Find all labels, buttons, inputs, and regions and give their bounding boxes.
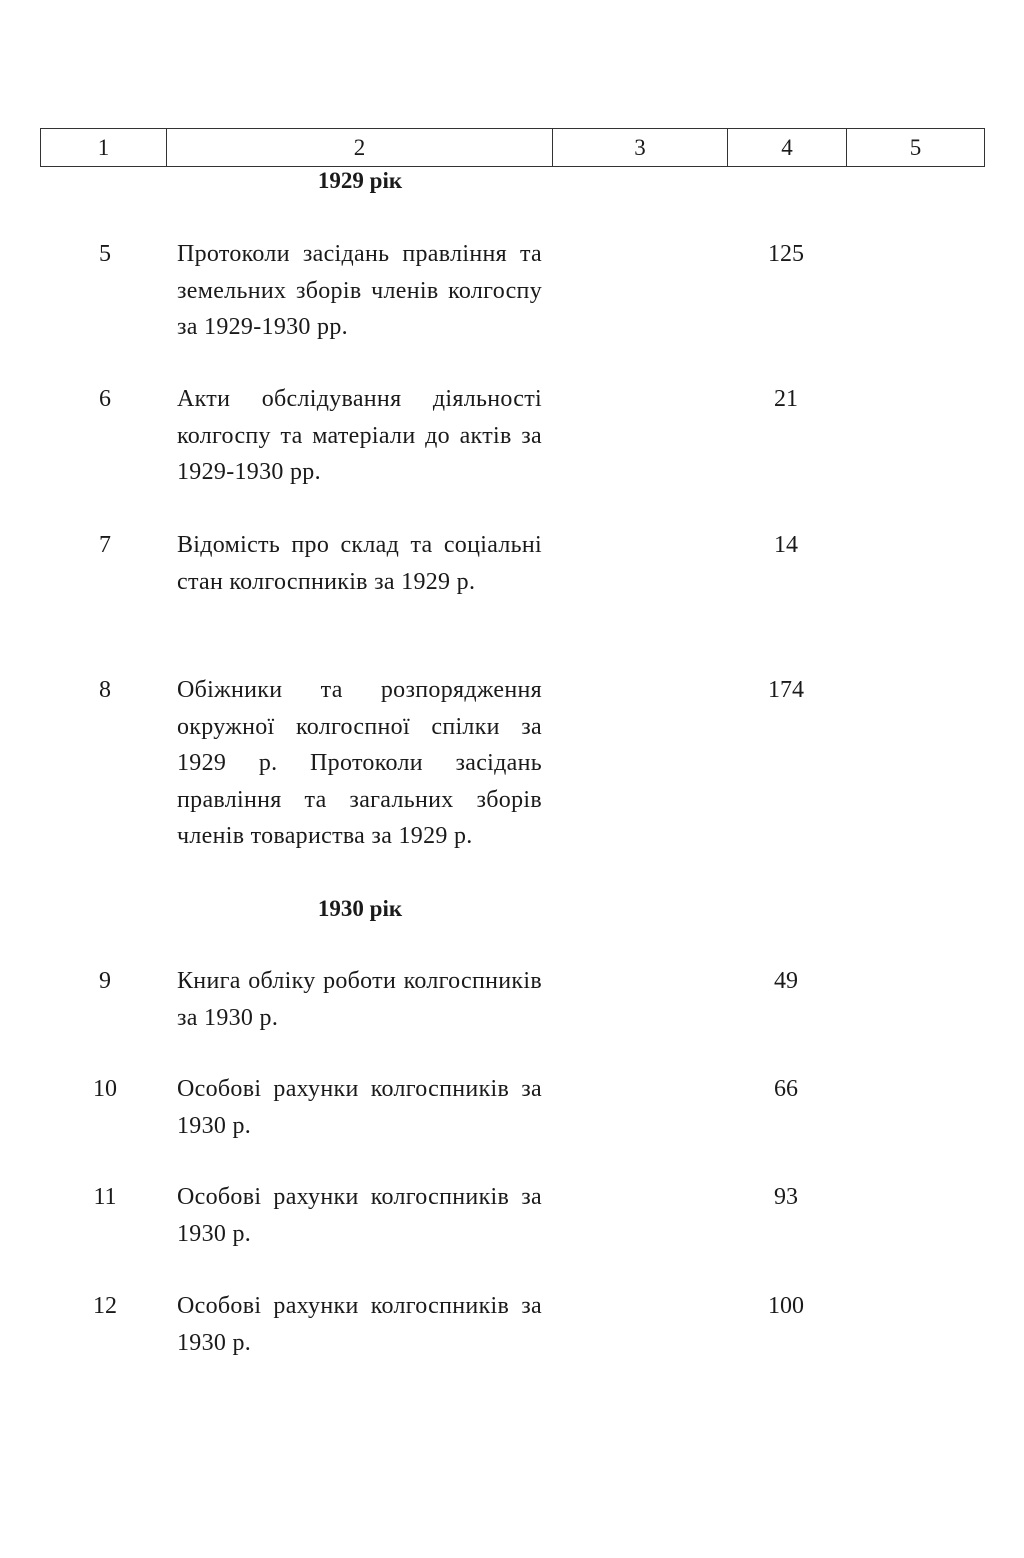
entry-sheet-count: 49 [774,968,798,994]
column-header-4: 4 [728,129,847,167]
entry-number: 6 [99,386,111,412]
column-header-1: 1 [41,129,167,167]
column-header-5: 5 [847,129,985,167]
entry-number: 8 [99,677,111,703]
year-heading-1929: 1929 рік [317,168,403,193]
entry-number: 11 [93,1184,117,1210]
entry-title: Акти обслідування діяльності колгоспу та матеріали до актів за 1929-1930 рр. [177,386,542,485]
entry-sheet-count: 66 [774,1076,798,1102]
entry-sheet-count: 21 [774,386,798,412]
entry-title: Особові рахунки колгоспників за 1930 р. [177,1293,542,1356]
entry-title: Обіжники та розпорядження окружної колгоспної спілки за 1929 р. Протоколи засідань правління та загальних зборів членів товариства за 1929 р. [177,677,542,849]
column-header-table [40,128,985,167]
entry-sheet-count: 174 [768,677,804,703]
entry-number: 5 [99,241,111,267]
column-header-3: 3 [553,129,728,167]
entry-number: 12 [93,1293,117,1319]
entry-sheet-count: 100 [768,1293,804,1319]
column-header-2: 2 [167,129,553,167]
entry-sheet-count: 93 [774,1184,798,1210]
entry-number: 9 [99,968,111,994]
entry-title: Особові рахунки колгоспників за 1930 р. [177,1076,542,1139]
entry-sheet-count: 14 [774,532,798,558]
entry-title: Відомість про склад та соціальні стан колгоспників за 1929 р. [177,532,542,595]
year-heading-1930: 1930 рік [317,896,403,921]
entry-title: Книга обліку роботи колгоспників за 1930 р. [177,968,542,1031]
entry-title: Протоколи засідань правління та земельних зборів членів колгоспу за 1929-1930 рр. [177,241,542,340]
entry-title: Особові рахунки колгоспників за 1930 р. [177,1184,542,1247]
entry-sheet-count: 125 [768,241,804,267]
column-header-row [41,129,985,167]
entry-number: 7 [99,532,111,558]
entry-number: 10 [93,1076,117,1102]
